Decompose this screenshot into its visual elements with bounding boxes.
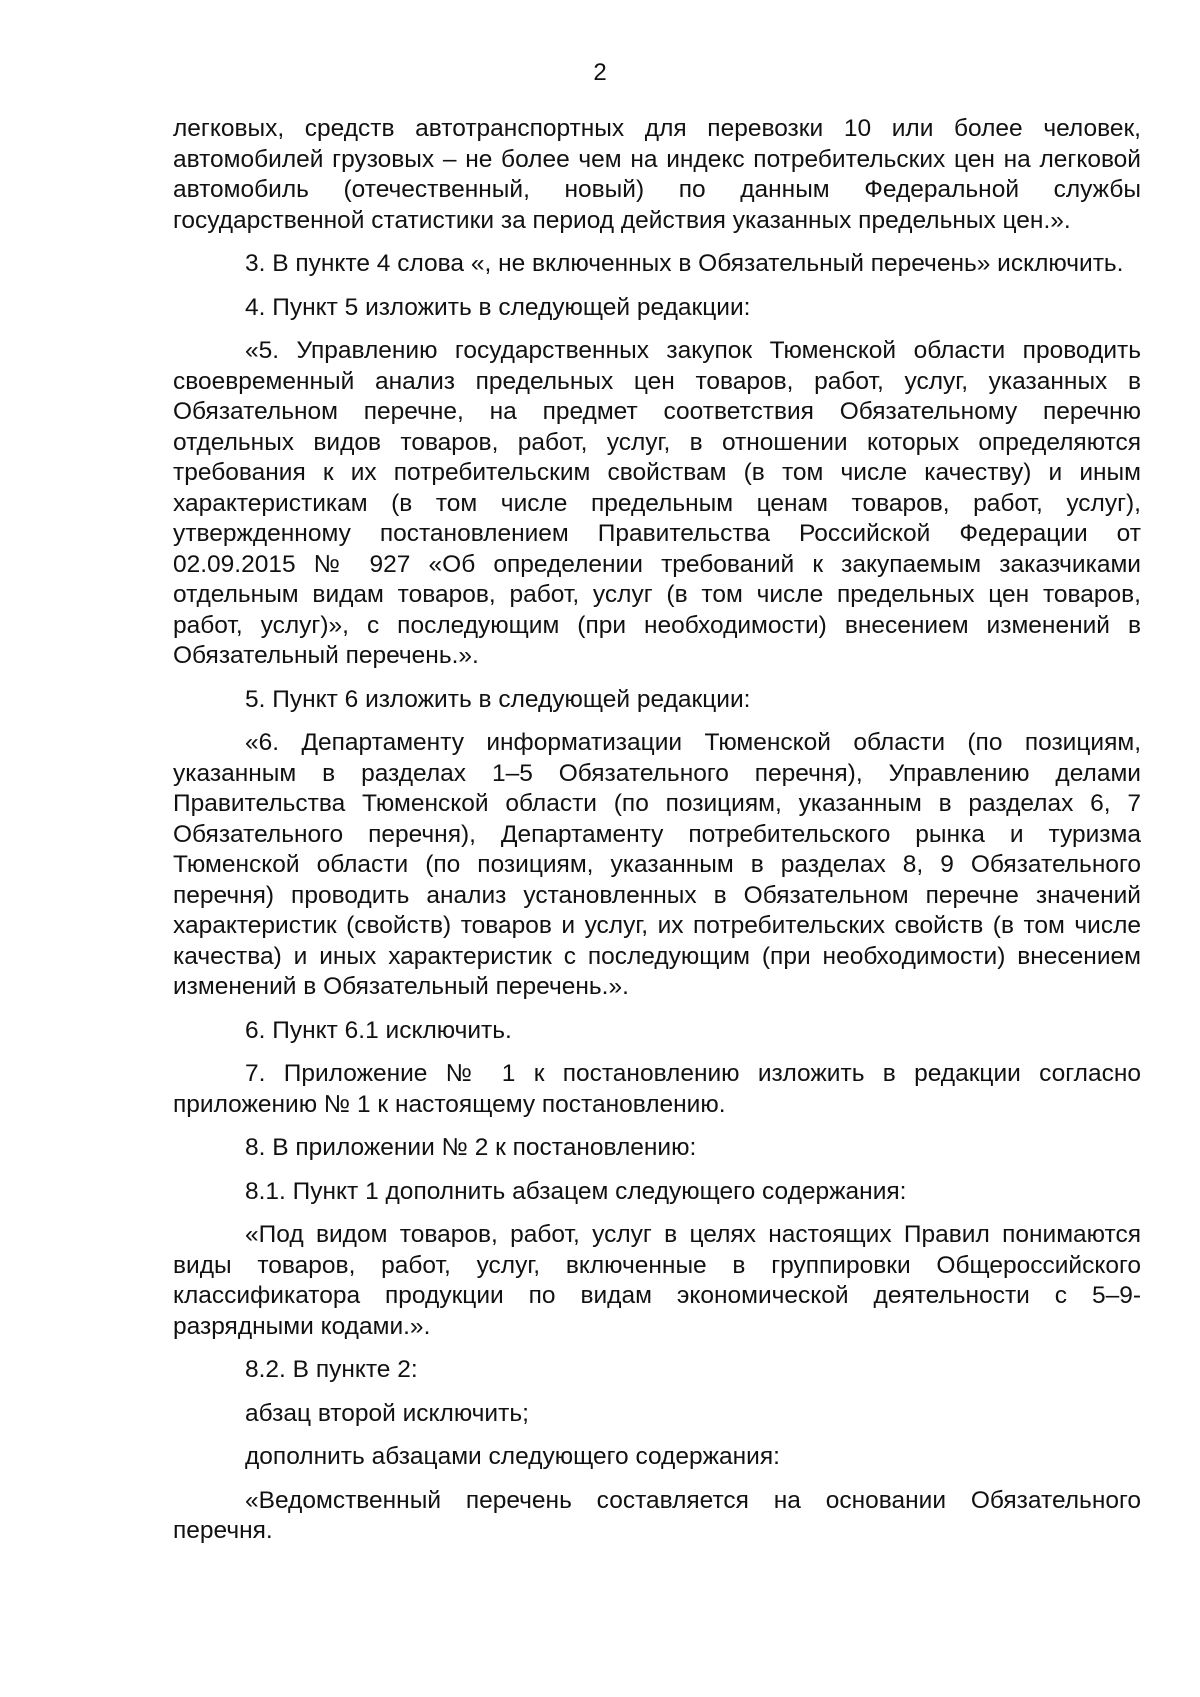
paragraph-continuation: легковых, средств автотранспортных для перевозки 10 или более человек, автомобилей грузовых – не более чем на индекс потребительских цен на легковой автомобиль (отечественный, новый) по данным Федеральной службы государственной статистики за период действия указанных предельных цен.». bbox=[173, 115, 1141, 234]
document-body bbox=[173, 114, 1141, 1560]
paragraph-item-3: 3. В пункте 4 слова «, не включенных в Обязательный перечень» исключить. bbox=[245, 250, 1124, 277]
paragraph-item-4: 4. Пункт 5 изложить в следующей редакции: bbox=[245, 293, 751, 321]
page-number: 2 bbox=[593, 59, 607, 86]
paragraph-item-8-1-text: «Под видом товаров, работ, услуг в целях настоящих Правил понимаются виды товаров, работ, услуг, включенные в группировки Общероссийского классификатора продукции по видам экономической деятельности с 5–9-разрядными кодами.». bbox=[173, 1221, 1141, 1340]
paragraph-item-8-2-b: дополнить абзацами следующего содержания: bbox=[245, 1443, 780, 1470]
paragraph-item-8-2: 8.2. В пункте 2: bbox=[245, 1356, 418, 1383]
paragraph-item-4-text: «5. Управлению государственных закупок Тюменской области проводить своевременный анализ предельных цен товаров, работ, услуг, указанных в Обязательном перечне, на предмет соответствия Обязательному перечню отдельных видов товаров, работ, услуг, в отношении которых определяются требования к их потребительским свойствам (в том числе качеству) и иным характеристикам (в том числе предельным ценам товаров, работ, услуг), утвержденному постановлением Правительства Российской Федерации от 02.09.2015 № 927 «Об определении требований к закупаемым заказчиками отдельным видам товаров, работ, услуг (в том числе предельных цен товаров, работ, услуг)», с последующим (при необходимости) внесением изменений в Обязательный перечень.». bbox=[173, 337, 1141, 669]
paragraph-item-8-2-text: «Ведомственный перечень составляется на основании Обязательного перечня. bbox=[173, 1486, 1141, 1544]
paragraph-item-8: 8. В приложении № 2 к постановлению: bbox=[245, 1134, 697, 1161]
paragraph-item-6: 6. Пункт 6.1 исключить. bbox=[245, 1016, 512, 1044]
paragraph-item-5-text: «6. Департаменту информатизации Тюменской области (по позициям, указанным в разделах 1–5 Обязательного перечня), Управлению делами Правительства Тюменской области (по позициям, указанным в разделах 6, 7 Обязательного перечня), Департаменту потребительского рынка и туризма Тюменской области (по позициям, указанным в разделах 8, 9 Обязательного перечня) проводить анализ установленных в Обязательном перечне значений характеристик (свойств) товаров и услуг, их потребительских свойств (в том числе качества) и иных характеристик с последующим (при необходимости) внесением изменений в Обязательный перечень.». bbox=[173, 729, 1141, 1000]
paragraph-item-5: 5. Пункт 6 изложить в следующей редакции: bbox=[245, 685, 751, 713]
paragraph-item-7: 7. Приложение № 1 к постановлению изложить в редакции согласно приложению № 1 к настоящему постановлению. bbox=[173, 1060, 1141, 1118]
paragraph-item-8-2-a: абзац второй исключить; bbox=[245, 1399, 529, 1427]
paragraph-item-8-1: 8.1. Пункт 1 дополнить абзацем следующего содержания: bbox=[245, 1177, 907, 1205]
